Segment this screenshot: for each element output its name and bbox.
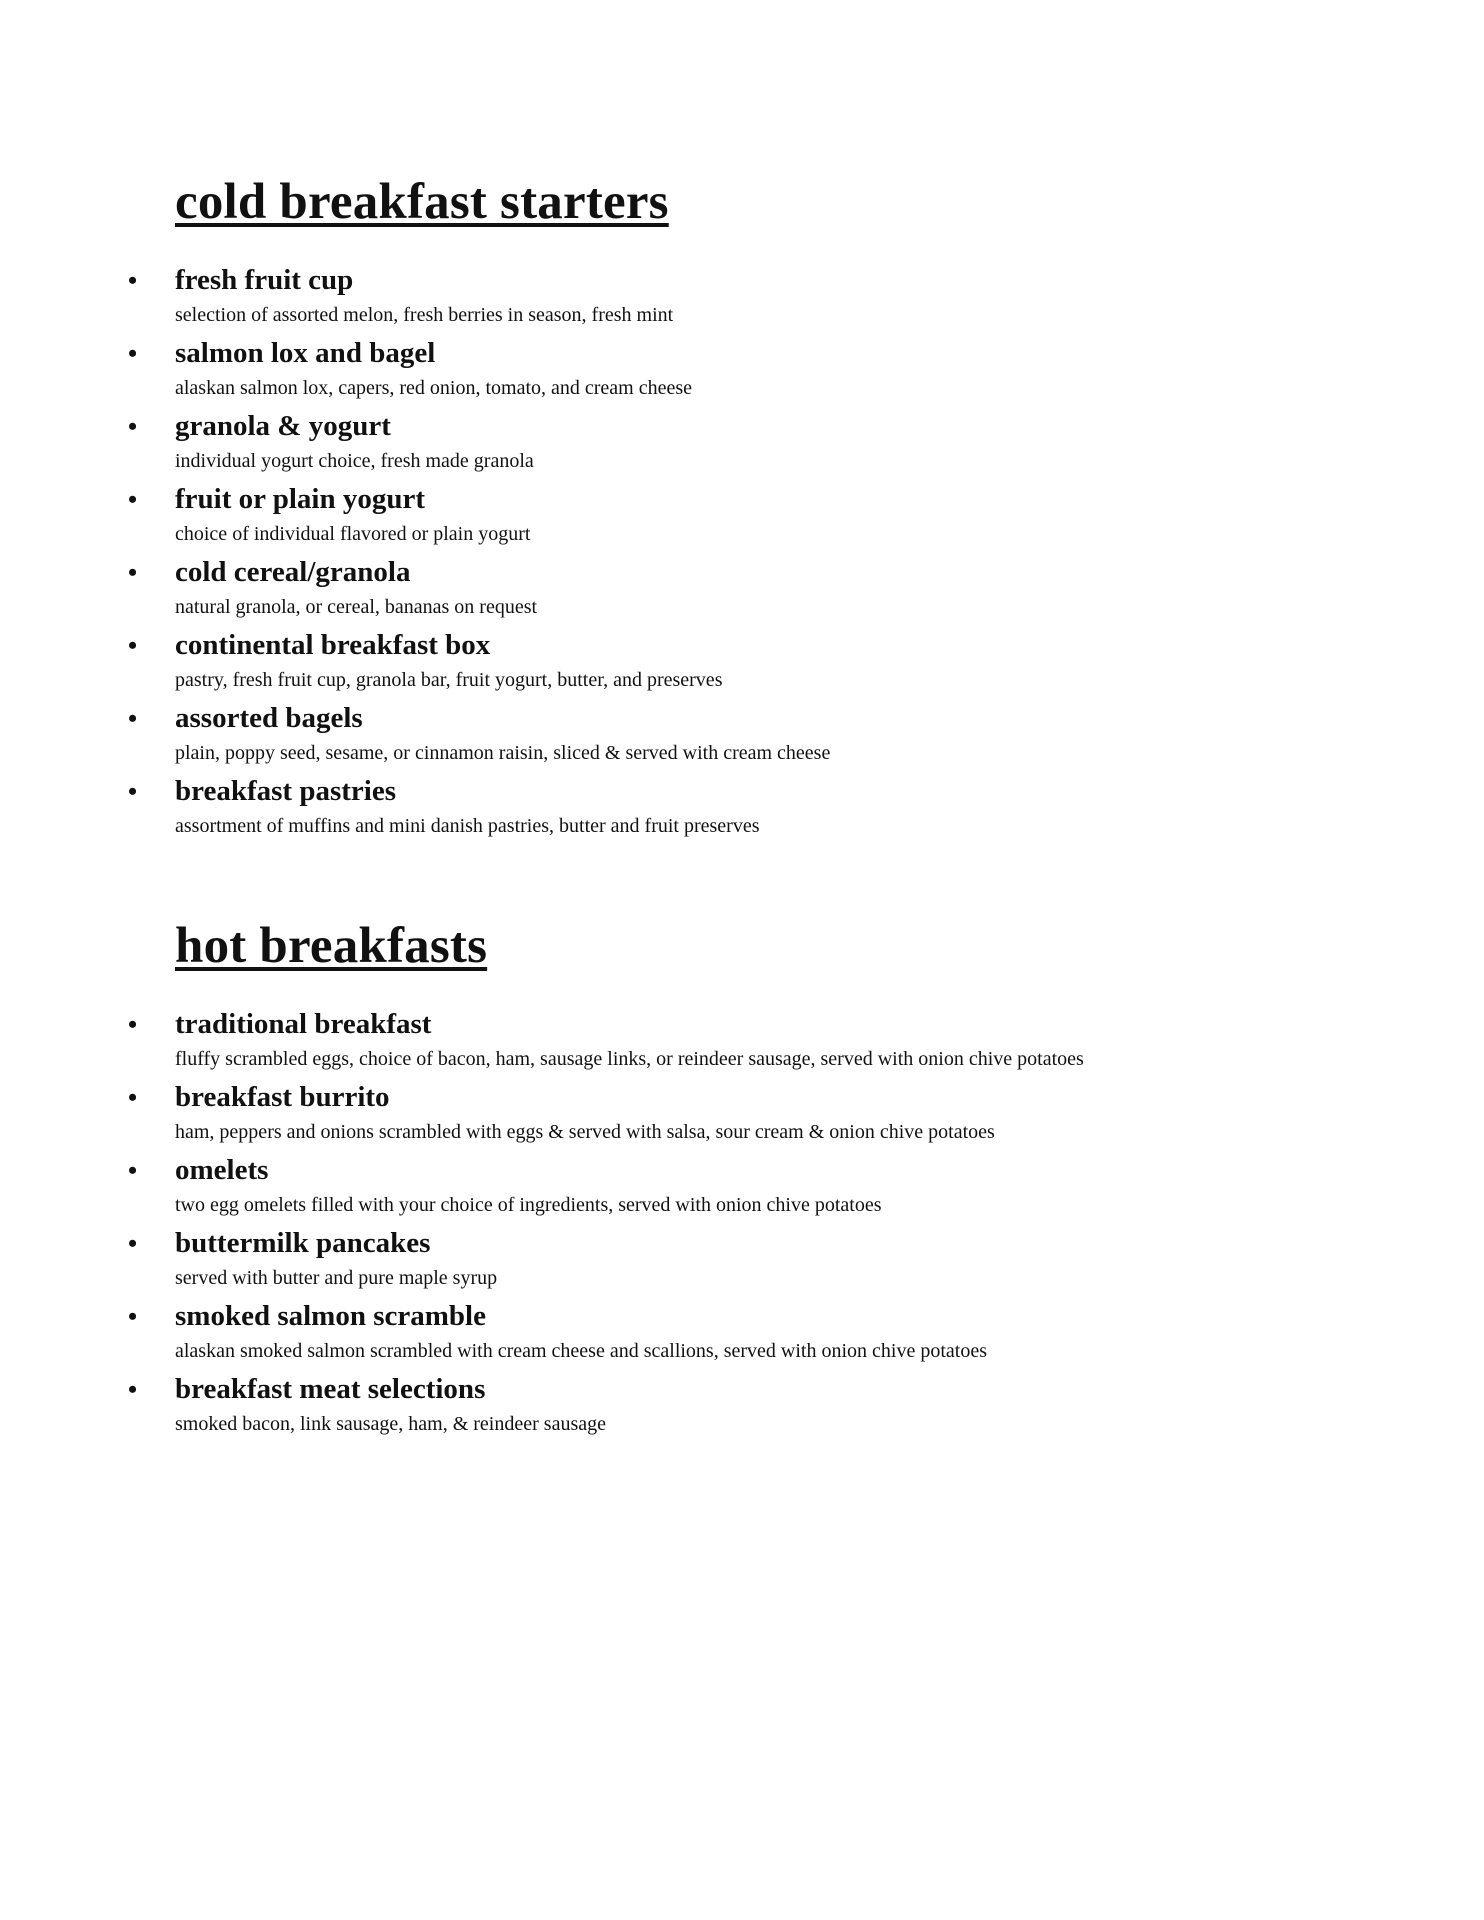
item-description: two egg omelets filled with your choice of ingredients, served with onion chive potatoes (175, 1194, 882, 1216)
bullet-icon: • (128, 1010, 138, 1039)
list-item (0, 408, 1484, 481)
item-description: alaskan smoked salmon scrambled with cream cheese and scallions, served with onion chive potatoes (175, 1340, 987, 1362)
item-name: cold cereal/granola (175, 556, 411, 588)
list-item (0, 554, 1484, 627)
item-name: fruit or plain yogurt (175, 483, 425, 515)
item-name: breakfast burrito (175, 1081, 390, 1113)
bullet-icon: • (128, 339, 138, 368)
item-name: traditional breakfast (175, 1008, 432, 1040)
section-title: cold breakfast starters (175, 174, 669, 230)
item-name: assorted bagels (175, 702, 363, 734)
item-name: salmon lox and bagel (175, 337, 436, 369)
item-name: breakfast meat selections (175, 1373, 486, 1405)
list-item (0, 481, 1484, 554)
bullet-icon: • (128, 777, 138, 806)
bullet-icon: • (128, 1302, 138, 1331)
bullet-icon: • (128, 558, 138, 587)
item-description: fluffy scrambled eggs, choice of bacon, ham, sausage links, or reindeer sausage, served with onion chive potatoes (175, 1048, 1084, 1070)
item-name: buttermilk pancakes (175, 1227, 431, 1259)
hot-breakfasts-section (0, 916, 1484, 1444)
bullet-icon: • (128, 631, 138, 660)
list-item (0, 1225, 1484, 1298)
list-item (0, 335, 1484, 408)
item-name: smoked salmon scramble (175, 1300, 486, 1332)
hot-breakfasts-list (0, 1006, 1484, 1444)
item-name: fresh fruit cup (175, 264, 354, 296)
bullet-icon: • (128, 485, 138, 514)
list-item (0, 700, 1484, 773)
list-item (0, 262, 1484, 335)
item-description: alaskan salmon lox, capers, red onion, tomato, and cream cheese (175, 377, 693, 399)
item-name: omelets (175, 1154, 269, 1186)
item-description: ham, peppers and onions scrambled with eggs & served with salsa, sour cream & onion chive potatoes (175, 1121, 995, 1143)
bullet-icon: • (128, 1229, 138, 1258)
item-name: granola & yogurt (175, 410, 391, 442)
cold-breakfast-list (0, 262, 1484, 846)
item-description: individual yogurt choice, fresh made granola (175, 450, 534, 472)
item-description: served with butter and pure maple syrup (175, 1267, 498, 1289)
bullet-icon: • (128, 1083, 138, 1112)
list-item (0, 1298, 1484, 1371)
item-name: continental breakfast box (175, 629, 491, 661)
item-description: assortment of muffins and mini danish pastries, butter and fruit preserves (175, 815, 760, 837)
item-description: natural granola, or cereal, bananas on request (175, 596, 538, 618)
bullet-icon: • (128, 266, 138, 295)
item-name: breakfast pastries (175, 775, 396, 807)
list-item (0, 627, 1484, 700)
bullet-icon: • (128, 412, 138, 441)
list-item (0, 1079, 1484, 1152)
bullet-icon: • (128, 704, 138, 733)
bullet-icon: • (128, 1156, 138, 1185)
bullet-icon: • (128, 1375, 138, 1404)
cold-breakfast-section (0, 172, 1484, 846)
item-description: plain, poppy seed, sesame, or cinnamon raisin, sliced & served with cream cheese (175, 742, 831, 764)
list-item (0, 1371, 1484, 1444)
section-title: hot breakfasts (175, 918, 488, 974)
list-item (0, 773, 1484, 846)
item-description: choice of individual flavored or plain yogurt (175, 523, 531, 545)
item-description: selection of assorted melon, fresh berries in season, fresh mint (175, 304, 674, 326)
item-description: pastry, fresh fruit cup, granola bar, fruit yogurt, butter, and preserves (175, 669, 723, 691)
item-description: smoked bacon, link sausage, ham, & reindeer sausage (175, 1413, 606, 1435)
list-item (0, 1152, 1484, 1225)
list-item (0, 1006, 1484, 1079)
